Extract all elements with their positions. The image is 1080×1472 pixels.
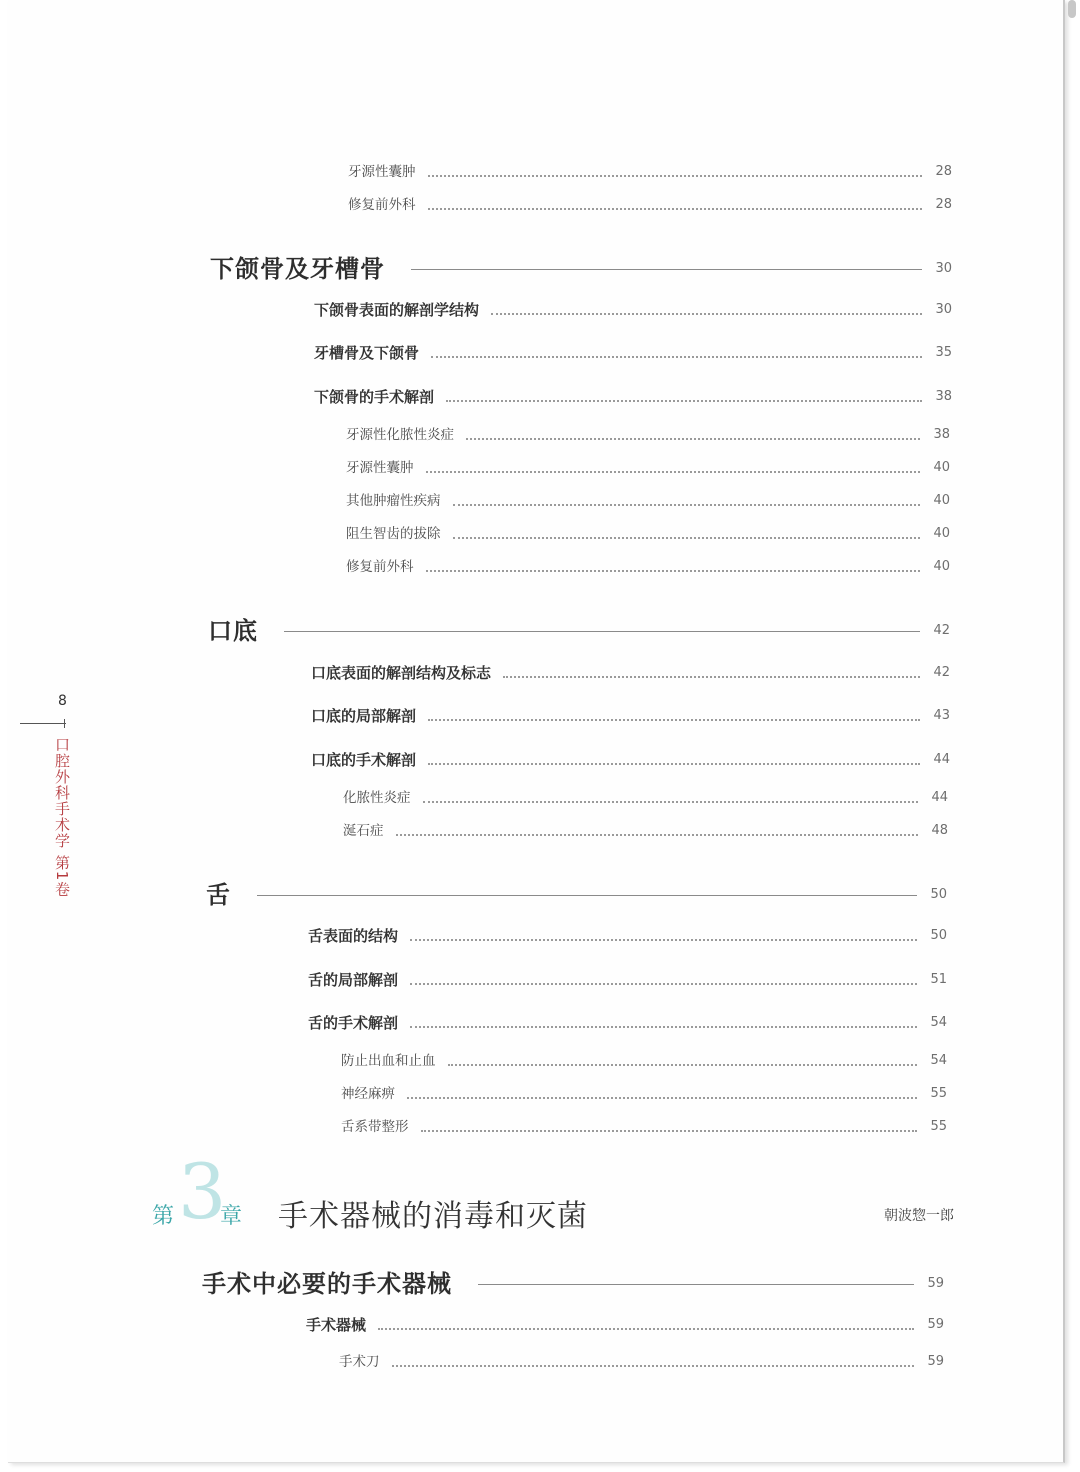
toc-section[interactable] [314, 383, 952, 411]
chapter-title: 手术器械的消毒和灭菌 [278, 1199, 588, 1234]
toc-entry[interactable] [346, 454, 950, 482]
heading-rule [411, 269, 922, 270]
toc-section-page: 35 [935, 345, 952, 360]
chapter-heading[interactable] [148, 1147, 956, 1236]
leader-dots [503, 676, 920, 678]
toc-entry[interactable] [341, 1047, 947, 1075]
toc-entry-page: 40 [933, 526, 950, 541]
toc-heading-page: 50 [930, 887, 947, 902]
leader-dots [466, 438, 920, 440]
leader-dots [431, 356, 922, 358]
leader-dots [426, 570, 921, 572]
toc-heading-floor[interactable] [208, 614, 950, 648]
toc-section-title: 下颌骨表面的解剖学结构 [314, 301, 480, 319]
toc-section-page: 38 [935, 389, 952, 404]
chapter-author: 朝波惣一郎 [884, 1208, 954, 1224]
leader-dots [410, 939, 917, 941]
leader-dots [428, 208, 923, 210]
toc-entry[interactable] [343, 784, 948, 812]
toc-section[interactable] [311, 746, 950, 774]
heading-rule [257, 895, 917, 896]
toc-entry[interactable] [346, 520, 950, 548]
toc-heading-mandible[interactable] [210, 252, 952, 286]
toc-section-page: 51 [930, 972, 947, 987]
leader-dots [428, 175, 923, 177]
toc-heading-tongue[interactable] [206, 878, 947, 912]
leader-dots [410, 1026, 917, 1028]
toc-entry-page: 59 [927, 1354, 944, 1369]
toc-section-title: 手术器械 [306, 1316, 367, 1334]
leader-dots [428, 719, 920, 721]
document-page [8, 0, 1065, 1463]
toc-heading-title: 口底 [208, 617, 258, 645]
toc-heading-title: 下颌骨及牙槽骨 [210, 255, 385, 283]
toc-section-page: 42 [933, 665, 950, 680]
toc-section-title: 舌的手术解剖 [308, 1014, 399, 1032]
toc-section[interactable] [311, 659, 950, 687]
leader-dots [491, 313, 922, 315]
book-title-vertical: 口腔外科手术学 第1卷 [53, 737, 71, 898]
leader-dots [453, 537, 921, 539]
toc-entry-title: 化脓性炎症 [343, 790, 411, 806]
toc-entry-title: 牙源性囊肿 [346, 460, 414, 476]
leader-dots [446, 400, 922, 402]
leader-dots [423, 801, 919, 803]
toc-entry-page: 38 [933, 427, 950, 442]
toc-entry-title: 其他肿瘤性疾病 [346, 493, 441, 509]
toc-section-title: 下颌骨的手术解剖 [314, 388, 435, 406]
toc-heading-title: 手术中必要的手术器械 [202, 1270, 452, 1298]
toc-section-title: 口底表面的解剖结构及标志 [311, 664, 492, 682]
heading-rule [284, 631, 920, 632]
toc-entry-title: 涎石症 [343, 823, 384, 839]
toc-entry-page: 48 [931, 823, 948, 838]
toc-entry-title: 阻生智齿的拔除 [346, 526, 441, 542]
toc-section[interactable] [308, 922, 947, 950]
toc-section-title: 口底的手术解剖 [311, 751, 417, 769]
leader-dots [421, 1130, 918, 1132]
toc-section[interactable] [314, 339, 952, 367]
toc-entry[interactable] [339, 1348, 944, 1376]
toc-entry[interactable] [343, 817, 948, 845]
toc-section-page: 59 [927, 1317, 944, 1332]
toc-section[interactable] [308, 1009, 947, 1037]
toc-entry-page: 44 [931, 790, 948, 805]
toc-section-title: 舌表面的结构 [308, 927, 399, 945]
toc-entry[interactable] [348, 191, 952, 219]
leader-dots [378, 1328, 914, 1330]
leader-dots [426, 471, 921, 473]
toc-entry-title: 舌系带整形 [341, 1119, 409, 1135]
side-rule-tick [64, 719, 65, 728]
toc-entry[interactable] [346, 487, 950, 515]
toc-entry-page: 40 [933, 460, 950, 475]
leader-dots [453, 504, 921, 506]
page-number: 8 [58, 693, 67, 709]
toc-heading-page: 30 [935, 261, 952, 276]
toc-entry[interactable] [341, 1113, 947, 1141]
toc-entry-page: 40 [933, 493, 950, 508]
toc-entry-page: 28 [935, 197, 952, 212]
leader-dots [407, 1097, 917, 1099]
toc-heading-page: 42 [933, 623, 950, 638]
toc-section-page: 50 [930, 928, 947, 943]
toc-section[interactable] [311, 702, 950, 730]
toc-entry-title: 牙源性化脓性炎症 [346, 427, 454, 443]
leader-dots [396, 834, 919, 836]
toc-section-title: 舌的局部解剖 [308, 971, 399, 989]
toc-heading-page: 59 [927, 1276, 944, 1291]
toc-section[interactable] [306, 1311, 944, 1339]
toc-section[interactable] [308, 966, 947, 994]
toc-entry-title: 防止出血和止血 [341, 1053, 436, 1069]
toc-entry[interactable] [346, 421, 950, 449]
toc-entry[interactable] [346, 553, 950, 581]
toc-entry-page: 55 [930, 1119, 947, 1134]
chapter-suffix: 章 [220, 1204, 243, 1229]
toc-section[interactable] [314, 296, 952, 324]
leader-dots [392, 1365, 915, 1367]
toc-entry[interactable] [341, 1080, 947, 1108]
toc-heading-instruments[interactable] [202, 1267, 944, 1301]
toc-entry-title: 手术刀 [339, 1354, 380, 1370]
scrollbar[interactable] [1068, 0, 1076, 18]
leader-dots [410, 983, 917, 985]
toc-section-page: 43 [933, 708, 950, 723]
chapter-prefix: 第 [152, 1204, 175, 1229]
toc-entry-page: 40 [933, 559, 950, 574]
chapter-number: 3 [178, 1147, 227, 1236]
toc-entry-title: 修复前外科 [346, 559, 414, 575]
toc-heading-title: 舌 [206, 881, 231, 909]
leader-dots [448, 1064, 918, 1066]
side-rule [20, 723, 66, 724]
heading-rule [478, 1284, 914, 1285]
toc-section-page: 44 [933, 752, 950, 767]
toc-entry-title: 神经麻痹 [341, 1086, 395, 1102]
toc-entry-page: 55 [930, 1086, 947, 1101]
toc-entry[interactable] [348, 158, 952, 186]
toc-section-page: 54 [930, 1015, 947, 1030]
toc-section-page: 30 [935, 302, 952, 317]
toc-entry-page: 28 [935, 164, 952, 179]
toc-entry-title: 牙源性囊肿 [348, 164, 416, 180]
toc-entry-page: 54 [930, 1053, 947, 1068]
leader-dots [428, 763, 920, 765]
toc-entry-title: 修复前外科 [348, 197, 416, 213]
toc-section-title: 口底的局部解剖 [311, 707, 417, 725]
toc-section-title: 牙槽骨及下颌骨 [314, 344, 420, 362]
